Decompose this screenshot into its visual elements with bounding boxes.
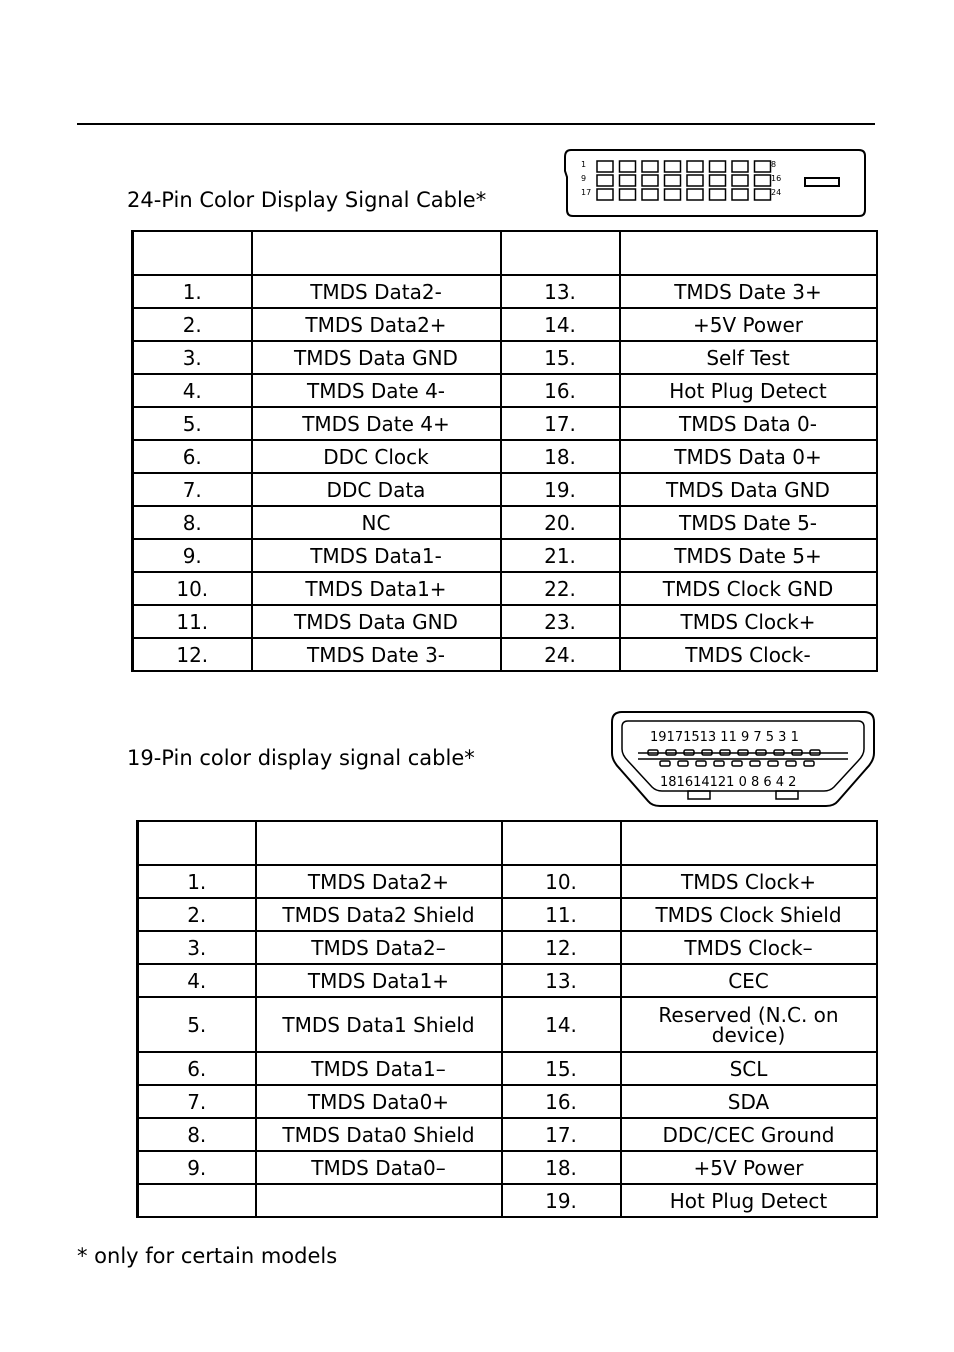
dvi-signal-name: TMDS Data 0+ (620, 440, 877, 473)
hdmi-bottom-pin-labels: 181614121 0 8 6 4 2 (660, 775, 797, 790)
dvi-pin (620, 161, 636, 172)
dvi-pin (665, 189, 681, 200)
hdmi-pin-number: 9. (138, 1151, 256, 1184)
dvi-pin (620, 175, 636, 186)
hdmi-pin-number: 2. (138, 898, 256, 931)
dvi-signal-name: Self Test (620, 341, 877, 374)
dvi-signal-name: DDC Clock (252, 440, 501, 473)
dvi-pin-number: 4. (133, 374, 252, 407)
hdmi-header-cell (502, 821, 621, 865)
dvi-pin-number: 3. (133, 341, 252, 374)
hdmi-pin (696, 761, 706, 766)
hdmi-pin (678, 761, 688, 766)
dvi-signal-name: +5V Power (620, 308, 877, 341)
hdmi-signal-name: TMDS Data2 Shield (256, 898, 502, 931)
dvi-pin-number: 1. (133, 275, 252, 308)
dvi-pin (687, 189, 703, 200)
dvi-pin-number: 13. (501, 275, 620, 308)
hdmi-contact-tongue (638, 753, 848, 759)
dvi-signal-name: DDC Data (252, 473, 501, 506)
table-row (138, 1151, 877, 1184)
dvi-header-row (133, 231, 877, 275)
dvi-pin (687, 175, 703, 186)
hdmi-signal-name: TMDS Data2– (256, 931, 502, 964)
hdmi-pin-number: 6. (138, 1052, 256, 1085)
dvi-signal-name: TMDS Data 0- (620, 407, 877, 440)
dvi-pin (620, 189, 636, 200)
hdmi-section-title: 19-Pin color display signal cable* (127, 746, 475, 770)
hdmi-signal-name: SDA (621, 1085, 877, 1118)
dvi-signal-name: TMDS Data GND (252, 605, 501, 638)
hdmi-signal-name: Hot Plug Detect (621, 1184, 877, 1217)
table-row (133, 473, 877, 506)
table-row (133, 407, 877, 440)
hdmi-signal-name: TMDS Data0 Shield (256, 1118, 502, 1151)
dvi-pin (710, 189, 726, 200)
dvi-signal-name: TMDS Date 3+ (620, 275, 877, 308)
hdmi-signal-name: TMDS Data0– (256, 1151, 502, 1184)
hdmi-signal-name: TMDS Data1+ (256, 964, 502, 997)
hdmi-signal-name (256, 1184, 502, 1217)
dvi-pin (597, 189, 613, 200)
hdmi-pin-number: 17. (502, 1118, 621, 1151)
hdmi-top-pin-labels: 19171513 11 9 7 5 3 1 (650, 730, 799, 745)
hdmi-pin-number: 16. (502, 1085, 621, 1118)
dvi-pin (597, 175, 613, 186)
dvi-pin (642, 161, 658, 172)
hdmi-header-cell (256, 821, 502, 865)
dvi-pin (755, 175, 771, 186)
hdmi-pin-table (136, 820, 878, 1218)
dvi-pin-label: 17 (581, 188, 592, 197)
hdmi-pin (786, 761, 796, 766)
table-row (133, 308, 877, 341)
table-row (133, 374, 877, 407)
dvi-pin-label: 8 (771, 160, 777, 169)
dvi-signal-name: TMDS Clock GND (620, 572, 877, 605)
dvi-header-cell (620, 231, 877, 275)
dvi-signal-name: TMDS Date 4+ (252, 407, 501, 440)
dvi-pin-number: 11. (133, 605, 252, 638)
table-row (138, 1085, 877, 1118)
hdmi-pin (750, 761, 760, 766)
table-row (133, 605, 877, 638)
dvi-pin-number: 5. (133, 407, 252, 440)
hdmi-signal-name: Reserved (N.C. on device) (621, 997, 877, 1052)
dvi-header-cell (501, 231, 620, 275)
dvi-signal-name: TMDS Clock+ (620, 605, 877, 638)
table-row (133, 341, 877, 374)
hdmi-connector-icon (608, 709, 878, 809)
dvi-pin (665, 161, 681, 172)
table-row (133, 572, 877, 605)
top-rule (77, 123, 875, 125)
dvi-header-cell (252, 231, 501, 275)
hdmi-pin-number: 12. (502, 931, 621, 964)
table-row (138, 1184, 877, 1217)
table-row (138, 865, 877, 898)
dvi-signal-name: TMDS Date 4- (252, 374, 501, 407)
dvi-pin (755, 161, 771, 172)
hdmi-signal-name: DDC/CEC Ground (621, 1118, 877, 1151)
table-row (138, 964, 877, 997)
hdmi-pin-number: 19. (502, 1184, 621, 1217)
dvi-pin-table (131, 230, 878, 672)
dvi-pin-number: 21. (501, 539, 620, 572)
dvi-signal-name: TMDS Data1+ (252, 572, 501, 605)
hdmi-header-cell (138, 821, 256, 865)
hdmi-signal-name: TMDS Data1 Shield (256, 997, 502, 1052)
dvi-pin-number: 9. (133, 539, 252, 572)
dvi-signal-name: TMDS Data2- (252, 275, 501, 308)
hdmi-signal-name: SCL (621, 1052, 877, 1085)
dvi-pin (642, 189, 658, 200)
dvi-pin-number: 24. (501, 638, 620, 671)
dvi-pin-number: 22. (501, 572, 620, 605)
hdmi-pin-number: 7. (138, 1085, 256, 1118)
table-row (133, 506, 877, 539)
table-row (133, 440, 877, 473)
table-row (133, 638, 877, 671)
table-row (138, 931, 877, 964)
dvi-signal-name: TMDS Clock- (620, 638, 877, 671)
dvi-pin-label: 1 (581, 160, 587, 169)
dvi-pin-number: 19. (501, 473, 620, 506)
dvi-pin (732, 161, 748, 172)
hdmi-signal-name: TMDS Data2+ (256, 865, 502, 898)
hdmi-signal-name: +5V Power (621, 1151, 877, 1184)
hdmi-pin (804, 761, 814, 766)
dvi-pin-number: 15. (501, 341, 620, 374)
dvi-signal-name: TMDS Date 5+ (620, 539, 877, 572)
hdmi-pin-number: 13. (502, 964, 621, 997)
dvi-pin-number: 6. (133, 440, 252, 473)
dvi-pin (687, 161, 703, 172)
dvi-pin-number: 7. (133, 473, 252, 506)
dvi-pin-number: 20. (501, 506, 620, 539)
dvi-signal-name: TMDS Date 5- (620, 506, 877, 539)
dvi-pin (732, 175, 748, 186)
hdmi-pin-number: 4. (138, 964, 256, 997)
hdmi-signal-name: TMDS Data0+ (256, 1085, 502, 1118)
dvi-pin-label: 9 (581, 174, 587, 183)
dvi-header-cell (133, 231, 252, 275)
hdmi-pin-number: 11. (502, 898, 621, 931)
dvi-pin-number: 14. (501, 308, 620, 341)
dvi-pin-number: 16. (501, 374, 620, 407)
dvi-signal-name: TMDS Date 3- (252, 638, 501, 671)
table-row (138, 1052, 877, 1085)
hdmi-signal-name: TMDS Clock– (621, 931, 877, 964)
dvi-pin (597, 161, 613, 172)
hdmi-pin (732, 761, 742, 766)
hdmi-signal-name: TMDS Clock Shield (621, 898, 877, 931)
dvi-connector-icon (563, 147, 868, 219)
dvi-pin (732, 189, 748, 200)
hdmi-pin-number (138, 1184, 256, 1217)
hdmi-signal-name: TMDS Data1– (256, 1052, 502, 1085)
dvi-pin-label: 16 (771, 174, 782, 183)
dvi-section-title: 24-Pin Color Display Signal Cable* (127, 188, 487, 212)
dvi-pin (642, 175, 658, 186)
footnote: * only for certain models (77, 1244, 338, 1268)
dvi-signal-name: TMDS Data1- (252, 539, 501, 572)
dvi-pin-label: 24 (771, 188, 782, 197)
hdmi-pin (660, 761, 670, 766)
hdmi-pin-number: 1. (138, 865, 256, 898)
dvi-signal-name: Hot Plug Detect (620, 374, 877, 407)
dvi-signal-name: NC (252, 506, 501, 539)
table-row (133, 539, 877, 572)
hdmi-pin-number: 5. (138, 997, 256, 1052)
hdmi-pin-number: 14. (502, 997, 621, 1052)
dvi-signal-name: TMDS Data GND (620, 473, 877, 506)
hdmi-pin-number: 10. (502, 865, 621, 898)
dvi-signal-name: TMDS Data GND (252, 341, 501, 374)
hdmi-pin-number: 15. (502, 1052, 621, 1085)
dvi-pin-number: 2. (133, 308, 252, 341)
dvi-pin-number: 18. (501, 440, 620, 473)
dvi-pin (710, 161, 726, 172)
dvi-pin-number: 8. (133, 506, 252, 539)
dvi-pin-number: 12. (133, 638, 252, 671)
table-row (138, 898, 877, 931)
hdmi-header-row (138, 821, 877, 865)
dvi-signal-name: TMDS Data2+ (252, 308, 501, 341)
dvi-pin (710, 175, 726, 186)
hdmi-header-cell (621, 821, 877, 865)
table-row (133, 275, 877, 308)
table-row (138, 1118, 877, 1151)
hdmi-signal-name: CEC (621, 964, 877, 997)
dvi-pin-number: 17. (501, 407, 620, 440)
hdmi-signal-name: TMDS Clock+ (621, 865, 877, 898)
hdmi-pin-number: 8. (138, 1118, 256, 1151)
dvi-pin (665, 175, 681, 186)
dvi-pin (755, 189, 771, 200)
table-row (138, 997, 877, 1052)
hdmi-pin-number: 18. (502, 1151, 621, 1184)
dvi-pin-number: 10. (133, 572, 252, 605)
dvi-pin-number: 23. (501, 605, 620, 638)
hdmi-pin (714, 761, 724, 766)
hdmi-pin (768, 761, 778, 766)
hdmi-pin-number: 3. (138, 931, 256, 964)
